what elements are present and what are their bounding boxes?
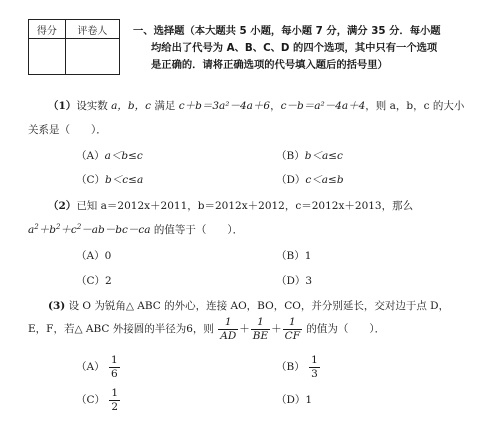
fraction-1-over-ad	[218, 317, 238, 341]
question-3-line1	[48, 298, 449, 313]
option-label: （C）	[76, 394, 106, 406]
q1-option-d[interactable]	[276, 172, 344, 187]
plus-sign: ＋	[239, 323, 250, 335]
option-text: b＜c≤a	[105, 174, 144, 186]
q2-option-b[interactable]	[276, 248, 311, 263]
option-label: （A）	[76, 361, 105, 373]
plus-sign: ＋	[271, 323, 282, 335]
q3-option-b[interactable]	[276, 355, 321, 379]
question-2-number: （2）	[48, 200, 77, 212]
option-label: （A）	[76, 250, 105, 262]
score-table	[28, 19, 120, 75]
option-label: （D）	[276, 394, 306, 406]
option-label: （D）	[276, 275, 306, 287]
frac-den: 3	[311, 367, 318, 380]
q2-option-a[interactable]	[76, 248, 111, 263]
option-text: a＜b≤c	[104, 150, 143, 162]
frac-num: 1	[110, 354, 118, 366]
question-1-vars: a，b，c	[111, 100, 152, 112]
question-2-text: 已知 a＝2012x＋2011，b＝2012x＋2012，c＝2012x＋2013，那么	[76, 200, 414, 212]
question-1-number: （1）	[48, 100, 77, 112]
question-2-line2-text: 的值等于（ ）．	[150, 224, 244, 236]
section-heading-line1: 一、选择题（本大题共 5 小题，每小题 7 分，满分 35 分．每小题	[133, 25, 441, 37]
question-1-condition-2: c－b＝a²－4a＋4	[280, 100, 366, 112]
question-1-line2: 关系是（ ）．	[28, 124, 107, 136]
frac-den: 2	[111, 400, 119, 413]
section-heading-line3: 是正确的．请将正确选项的代号填入题后的括号里）	[151, 59, 388, 71]
q3-option-d[interactable]	[276, 392, 312, 407]
option-text: 3	[305, 275, 313, 287]
question-1-text-after: ，则 a，b，c 的大小	[365, 100, 465, 112]
question-3-text-after: 的值为（ ）．	[306, 323, 386, 335]
question-1-text-mid: 满足	[151, 100, 179, 112]
option-text: 1	[305, 394, 313, 406]
q2-option-d[interactable]	[276, 273, 312, 288]
frac-num: 1	[311, 354, 318, 366]
option-label: （C）	[76, 174, 106, 186]
option-label: （B）	[276, 250, 305, 262]
fraction-1-over-cf	[283, 317, 302, 341]
option-text: c＜a≤b	[305, 174, 344, 186]
question-2-expression: $a^2+b^2+c^2-ab-bc-ca$	[28, 223, 151, 236]
option-label: （B）	[276, 150, 305, 162]
frac-den: AD	[220, 329, 237, 342]
frac-num: 1	[251, 317, 270, 330]
frac-num: 1	[218, 317, 238, 330]
score-header: 得分	[29, 20, 66, 39]
option-text: 0	[104, 250, 112, 262]
question-1-line1	[48, 98, 464, 113]
q1-option-c[interactable]	[76, 172, 143, 187]
section-heading-line2: 均给出了代号为 A、B、C、D 的四个选项，其中只有一个选项	[151, 42, 438, 54]
question-3-text-before: E，F，若△ ABC 外接圆的半径为6，则	[28, 323, 214, 335]
fraction-1-over-be	[251, 317, 270, 341]
question-3-text: 设 O 为锐角△ ABC 的外心，连接 AO，BO，CO，并分别延长，交对边于点 D，	[68, 300, 450, 312]
grader-header: 评卷人	[65, 20, 119, 39]
option-fraction	[109, 355, 120, 379]
option-text: 2	[105, 275, 112, 287]
grader-cell[interactable]	[65, 39, 119, 75]
option-text: b＜a≤c	[304, 150, 343, 162]
option-label: （C）	[76, 275, 106, 287]
question-1-separator: ，	[270, 100, 281, 112]
option-label: （D）	[276, 174, 306, 186]
question-1-text: 设实数	[76, 100, 112, 112]
option-label: （A）	[76, 150, 105, 162]
question-2-line2	[28, 222, 243, 237]
q1-option-a[interactable]	[76, 148, 143, 163]
section-heading	[133, 23, 468, 74]
q1-option-b[interactable]	[276, 148, 343, 163]
question-3-line2	[28, 317, 385, 341]
question-1-condition-1: c＋b＝3a²－4a＋6	[178, 100, 271, 112]
option-label: （B）	[276, 361, 305, 373]
frac-num: 1	[283, 317, 302, 330]
q3-option-c[interactable]	[76, 388, 121, 412]
frac-den: CF	[284, 329, 300, 342]
option-fraction	[309, 355, 320, 379]
option-text: 1	[304, 250, 312, 262]
q3-option-a[interactable]	[76, 355, 121, 379]
option-fraction	[109, 388, 120, 412]
q2-option-c[interactable]	[76, 273, 112, 288]
score-cell[interactable]	[29, 39, 66, 75]
frac-den: 6	[110, 367, 118, 380]
frac-den: BE	[252, 329, 269, 342]
frac-num: 1	[111, 387, 119, 399]
question-3-number: (3)	[48, 300, 66, 312]
question-2-line1	[48, 198, 413, 213]
